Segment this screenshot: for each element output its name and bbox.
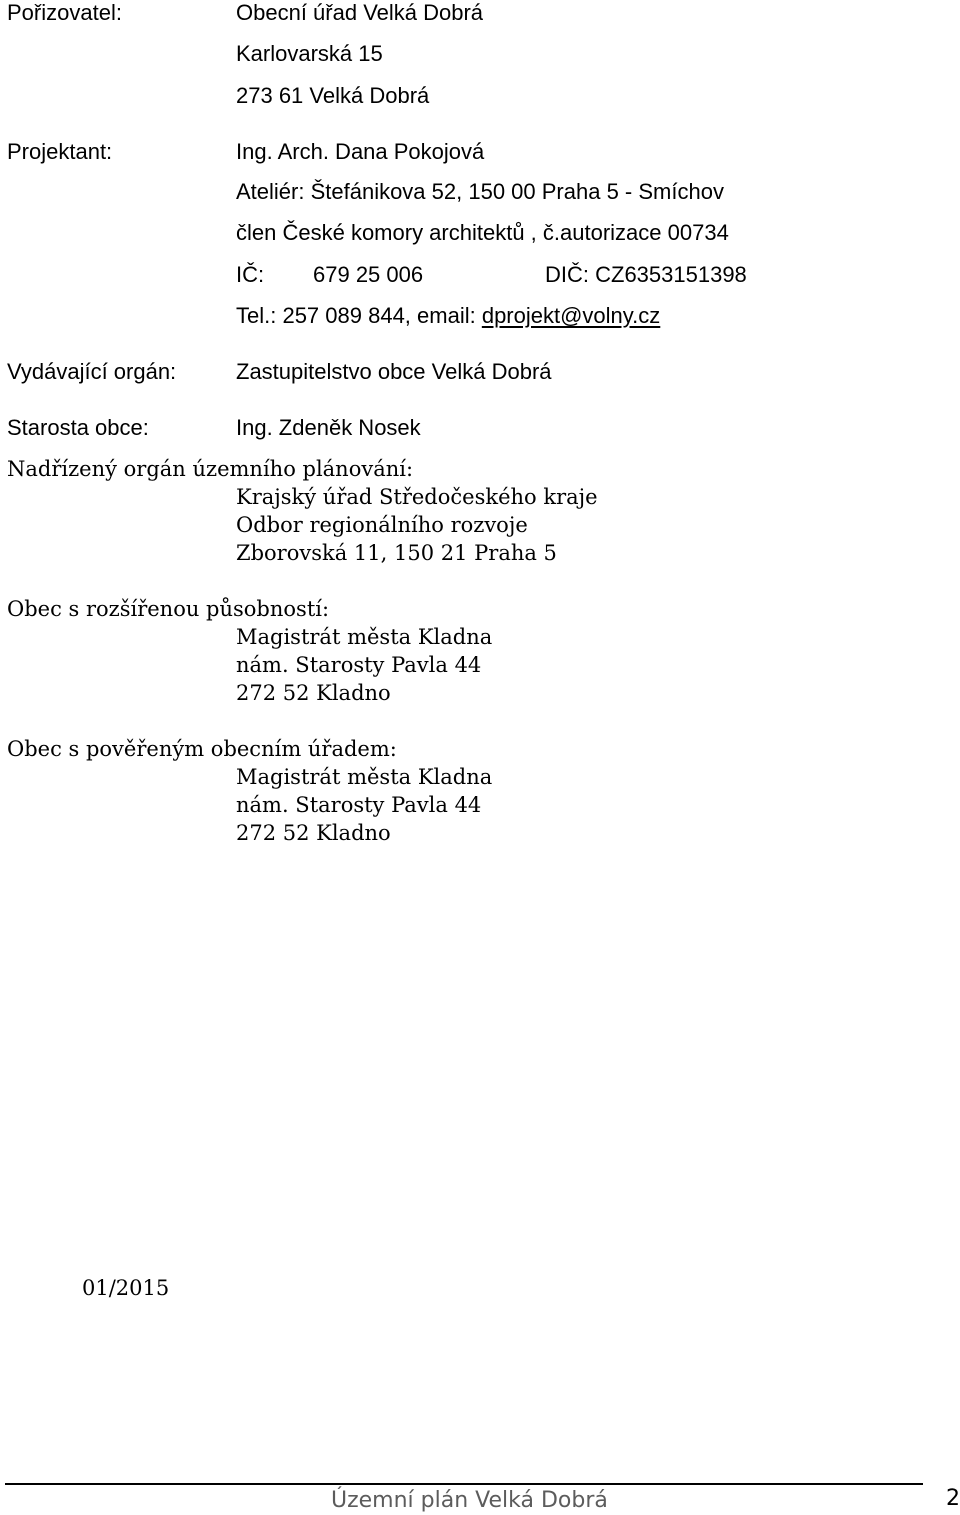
nadrizeny-line-1: Krajský úřad Středočeského kraje (236, 485, 598, 509)
projektant-contact (236, 305, 660, 327)
starosta-label: Starosta obce: (7, 415, 149, 440)
projektant-atelier: Ateliér: Štefánikova 52, 150 00 Praha 5 - Smíchov (236, 179, 724, 204)
starosta-value: Ing. Zdeněk Nosek (236, 415, 421, 440)
rozsirena-line-3: 272 52 Kladno (236, 681, 391, 705)
projektant-dic: DIČ: CZ6353151398 (545, 262, 747, 287)
povereny-heading: Obec s pověřeným obecním úřadem: (7, 737, 397, 761)
projektant-name: Ing. Arch. Dana Pokojová (236, 139, 485, 164)
projektant-ic-label: IČ: (236, 262, 265, 287)
footer-title: Územní plán Velká Dobrá (331, 1488, 608, 1513)
nadrizeny-line-3: Zborovská 11, 150 21 Praha 5 (236, 541, 557, 565)
nadrizeny-line-2: Odbor regionálního rozvoje (236, 513, 528, 537)
povereny-line-2: nám. Starosty Pavla 44 (236, 793, 482, 817)
rozsirena-line-2: nám. Starosty Pavla 44 (236, 653, 482, 677)
povereny-line-1: Magistrát města Kladna (236, 765, 493, 789)
projektant-ic-value: 679 25 006 (313, 262, 424, 287)
document-date: 01/2015 (82, 1276, 170, 1300)
nadrizeny-heading: Nadřízený orgán územního plánování: (7, 457, 414, 481)
porizovatel-label: Pořizovatel: (7, 0, 122, 25)
rozsirena-line-1: Magistrát města Kladna (236, 625, 493, 649)
projektant-tel: Tel.: 257 089 844, email: (236, 303, 482, 328)
rozsirena-heading: Obec s rozšířenou působností: (7, 597, 330, 621)
footer-divider (5, 1483, 923, 1485)
vydavajici-label: Vydávající orgán: (7, 359, 177, 384)
page-number: 2 (946, 1486, 960, 1511)
vydavajici-value: Zastupitelstvo obce Velká Dobrá (236, 359, 552, 384)
projektant-email-link[interactable]: dprojekt@volny.cz (481, 303, 661, 328)
porizovatel-line-1: Obecní úřad Velká Dobrá (236, 0, 484, 25)
povereny-line-3: 272 52 Kladno (236, 821, 391, 845)
porizovatel-line-3: 273 61 Velká Dobrá (236, 83, 430, 108)
projektant-membership: člen České komory architektů , č.autorizace 00734 (236, 220, 729, 245)
porizovatel-line-2: Karlovarská 15 (236, 41, 383, 66)
projektant-label: Projektant: (7, 139, 113, 164)
